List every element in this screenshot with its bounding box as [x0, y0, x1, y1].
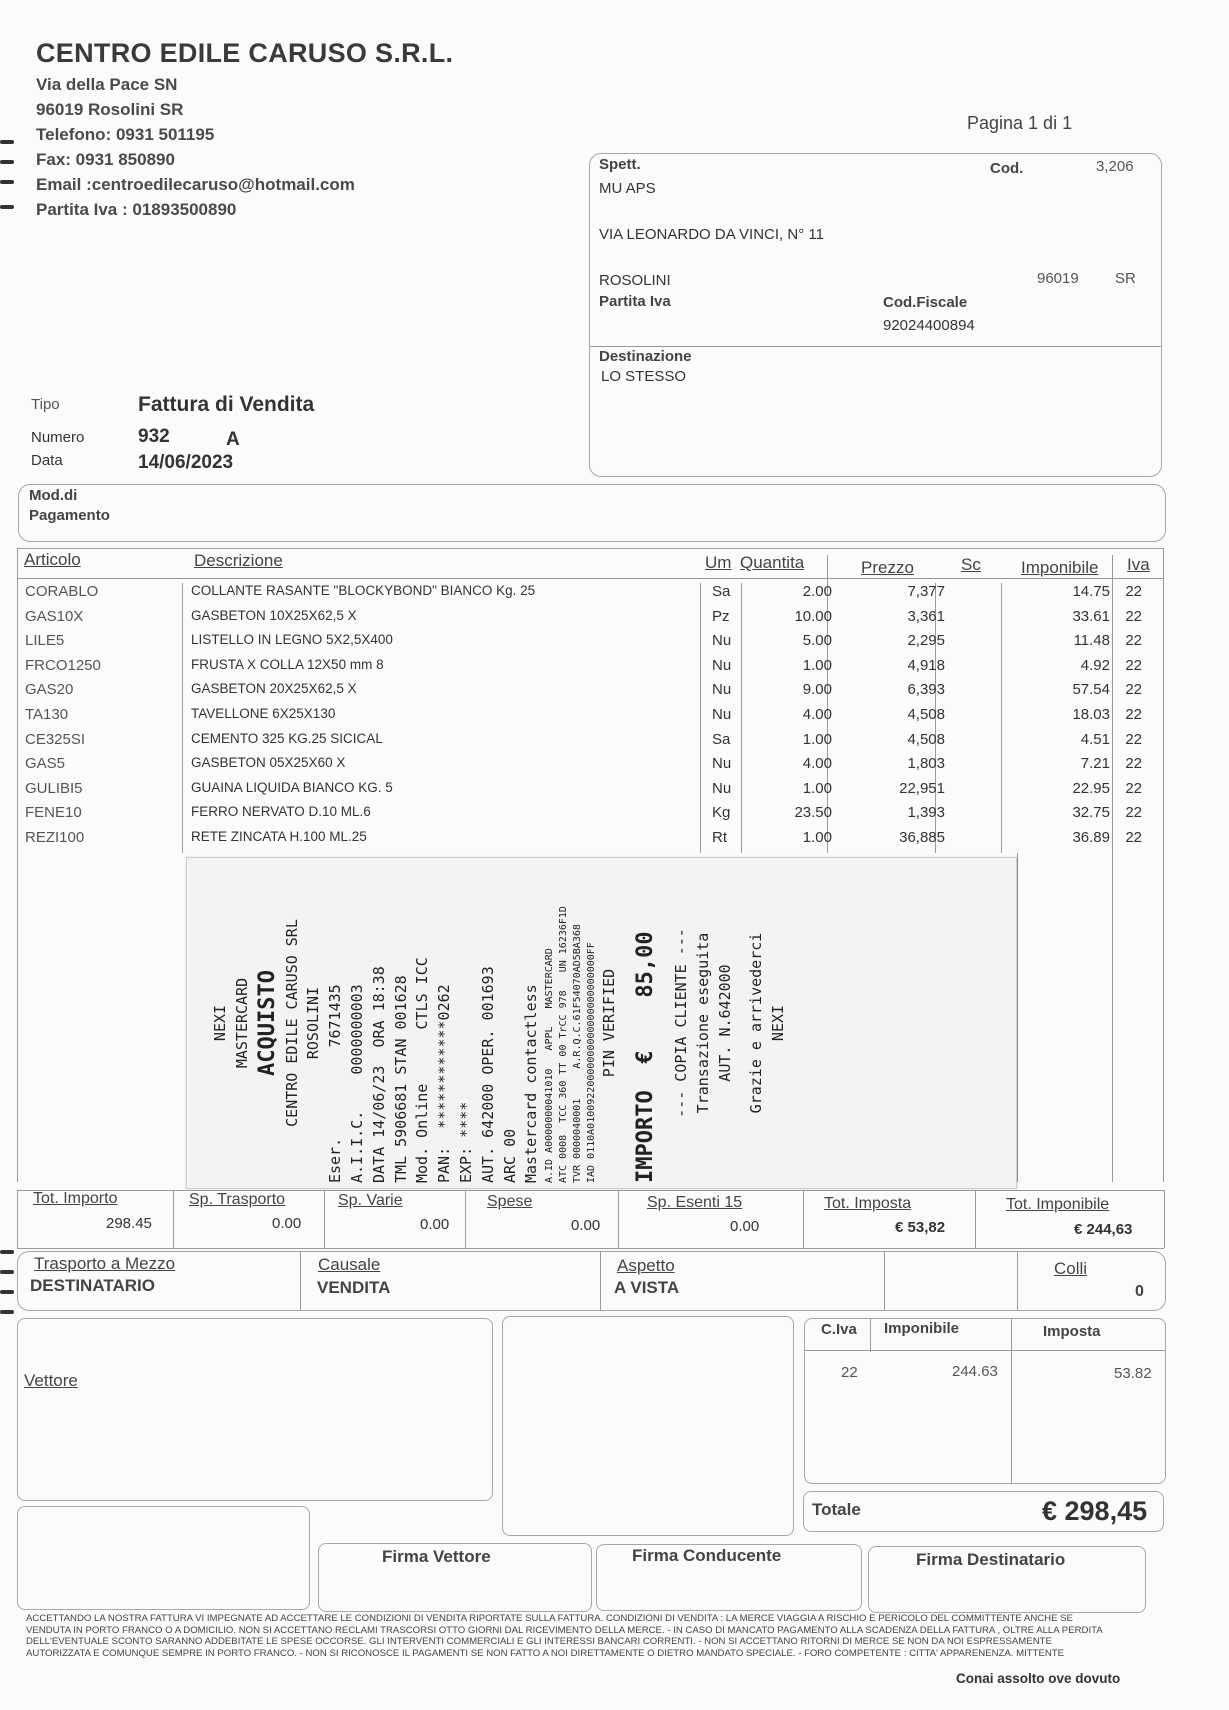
cell-um: Nu: [712, 755, 732, 773]
receipt-line-aiic: A.I.I.C. 0000000003: [347, 984, 366, 1183]
cell-imponibile: 7.21: [1080, 755, 1110, 773]
receipt-line-transazione: Transazione eseguita: [693, 932, 712, 1114]
vat-imposta-value: 53.82: [1114, 1365, 1152, 1382]
cell-imponibile: 4.92: [1080, 656, 1110, 674]
sp-esenti-value: 0.00: [730, 1218, 760, 1235]
pos-receipt-text: [202, 863, 1002, 1183]
cell-quantita: 1.00: [802, 656, 832, 674]
cell-um: Sa: [712, 730, 731, 748]
header-articolo: Articolo: [24, 550, 81, 569]
cell-articolo: CE325SI: [25, 730, 86, 748]
cell-quantita: 10.00: [794, 607, 832, 625]
cell-quantita: 5.00: [802, 632, 832, 650]
vat-imposta-label: Imposta: [1043, 1323, 1101, 1340]
firma-conducente-label: Firma Conducente: [632, 1546, 782, 1565]
receipt-line-tml: TML 5906681 STAN 001628: [391, 975, 410, 1183]
vat-imponibile-label: Imponibile: [884, 1320, 959, 1337]
table-row: [22, 678, 1162, 703]
cell-quantita: 1.00: [802, 829, 832, 846]
cell-quantita: 1.00: [802, 730, 832, 748]
cell-articolo: CORABLO: [25, 583, 99, 600]
cell-um: Nu: [712, 706, 732, 723]
cell-imponibile: 14.75: [1072, 583, 1110, 600]
cell-iva: 22: [1125, 607, 1142, 625]
company-phone: Telefono: 0931 501195: [36, 125, 215, 144]
customer-cf-label: Cod.Fiscale: [883, 294, 968, 311]
cell-descrizione: LISTELLO IN LEGNO 5X2,5X400: [191, 632, 393, 648]
page-number: Pagina 1 di 1: [967, 113, 1073, 133]
cell-iva: 22: [1125, 779, 1142, 797]
customer-zip: 96019: [1037, 270, 1079, 287]
receipt-line-pin: PIN VERIFIED: [599, 968, 618, 1078]
cell-descrizione: GASBETON 20X25X62,5 X: [191, 681, 357, 697]
aspetto-value: A VISTA: [614, 1278, 680, 1297]
cell-articolo: GULIBI5: [25, 779, 83, 797]
cell-articolo: GAS20: [25, 681, 74, 699]
cell-imponibile: 11.48: [1073, 632, 1110, 650]
cell-quantita: 4.00: [802, 755, 832, 773]
table-row: [22, 703, 1162, 728]
sp-varie-label: Sp. Varie: [338, 1192, 403, 1209]
cell-um: Kg: [712, 804, 731, 822]
document-number: 932: [138, 426, 170, 447]
cell-descrizione: FRUSTA X COLLA 12X50 mm 8: [191, 656, 384, 672]
table-row: [22, 654, 1162, 679]
customer-vat-label: Partita Iva: [599, 293, 671, 310]
customer-cf-value: 92024400894: [883, 317, 975, 334]
receipt-line-pan: PAN: ************0262: [434, 984, 453, 1183]
table-row: [22, 605, 1162, 630]
cell-iva: 22: [1125, 583, 1142, 600]
table-row: [22, 752, 1162, 777]
cell-um: Nu: [712, 632, 732, 650]
tipo-label: Tipo: [31, 396, 60, 413]
receipt-line-aid: A.ID A0000000041010 APPL MASTERCARD: [543, 948, 555, 1183]
payment-label-2: Pagamento: [29, 507, 110, 524]
cell-um: Pz: [712, 607, 730, 625]
document-type: Fattura di Vendita: [138, 393, 315, 416]
receipt-line-importo: IMPORTO € 85,00: [632, 931, 658, 1183]
receipt-line-exp: EXP: ****: [456, 1101, 475, 1183]
cell-um: Nu: [712, 681, 732, 699]
tot-imponibile-label: Tot. Imponibile: [1006, 1196, 1110, 1213]
tot-imponibile-value: € 244,63: [1074, 1221, 1133, 1238]
receipt-line-iad: IAD 0110A01009220000000000000000000000FF: [585, 942, 597, 1183]
cell-prezzo: 22,951: [899, 779, 945, 797]
aspetto-label: Aspetto: [617, 1256, 675, 1275]
vat-civa-label: C.Iva: [821, 1321, 857, 1338]
conai-note: Conai assolto ove dovuto: [956, 1671, 1121, 1686]
document-number-suffix: A: [226, 429, 240, 450]
receipt-line-contactless: Mastercard contactless: [521, 984, 540, 1183]
cell-prezzo: 36,885: [899, 829, 945, 846]
header-iva: Iva: [1127, 555, 1150, 574]
cod-label: Cod.: [990, 160, 1024, 177]
sp-esenti-label: Sp. Esenti 15: [647, 1194, 743, 1211]
company-name: CENTRO EDILE CARUSO S.R.L.: [36, 38, 454, 68]
empty-box: [17, 1506, 310, 1610]
vettore-box: [17, 1318, 493, 1501]
cell-quantita: 23.50: [794, 804, 832, 822]
table-row: [22, 777, 1162, 802]
cell-articolo: FENE10: [25, 804, 82, 822]
cell-descrizione: GUAINA LIQUIDA BIANCO KG. 5: [191, 779, 393, 795]
cell-descrizione: CEMENTO 325 KG.25 SICICAL: [191, 730, 383, 746]
causale-value: VENDITA: [317, 1278, 391, 1297]
document-date: 14/06/2023: [138, 452, 234, 473]
firma-vettore-label: Firma Vettore: [382, 1547, 491, 1566]
cell-imponibile: 18.03: [1072, 706, 1110, 723]
totale-label: Totale: [812, 1500, 861, 1519]
company-fax: Fax: 0931 850890: [36, 150, 175, 169]
table-row: [22, 580, 1162, 605]
payment-label-1: Mod.di: [29, 487, 78, 504]
trasporto-label: Trasporto a Mezzo: [34, 1254, 176, 1273]
cell-articolo: LILE5: [25, 632, 65, 650]
cell-prezzo: 2,295: [907, 632, 945, 650]
company-vat: Partita Iva : 01893500890: [36, 200, 237, 219]
cell-imponibile: 33.61: [1072, 607, 1110, 625]
cell-prezzo: 3,361: [907, 607, 945, 625]
spese-label: Spese: [487, 1193, 533, 1210]
destination-label: Destinazione: [599, 348, 692, 365]
cell-articolo: TA130: [25, 706, 69, 723]
cell-descrizione: GASBETON 10X25X62,5 X: [191, 607, 357, 623]
cell-iva: 22: [1125, 706, 1142, 723]
cell-iva: 22: [1125, 730, 1142, 748]
header-descrizione: Descrizione: [194, 551, 283, 570]
colli-label: Colli: [1054, 1259, 1088, 1278]
cell-quantita: 9.00: [802, 681, 832, 699]
cell-articolo: FRCO1250: [25, 656, 101, 674]
cell-iva: 22: [1125, 632, 1142, 650]
destination-value: LO STESSO: [601, 368, 687, 385]
receipt-line-date: DATA 14/06/23 ORA 18:38: [369, 966, 388, 1183]
cell-descrizione: FERRO NERVATO D.10 ML.6: [191, 804, 371, 820]
cell-descrizione: GASBETON 05X25X60 X: [191, 755, 346, 771]
spett-label: Spett.: [599, 156, 641, 173]
pos-receipt: [186, 857, 1017, 1189]
header-um: Um: [705, 553, 732, 572]
table-row: [22, 801, 1162, 826]
receipt-line-autn: AUT. N.642000: [715, 964, 734, 1082]
cell-imponibile: 22.95: [1072, 779, 1110, 797]
cell-prezzo: 7,377: [907, 583, 945, 600]
receipt-line-merchant: CENTRO EDILE CARUSO SRL: [282, 919, 301, 1127]
header-prezzo: Prezzo: [861, 558, 914, 577]
causale-label: Causale: [318, 1255, 381, 1274]
colli-value: 0: [1135, 1283, 1144, 1300]
cell-prezzo: 4,508: [907, 730, 945, 748]
cell-descrizione: TAVELLONE 6X25X130: [191, 706, 336, 721]
tot-imposta-value: € 53,82: [895, 1219, 946, 1236]
cell-prezzo: 4,508: [907, 706, 945, 723]
cell-articolo: GAS10X: [25, 607, 84, 625]
tot-imposta-label: Tot. Imposta: [824, 1195, 912, 1212]
trasporto-value: DESTINATARIO: [30, 1276, 155, 1295]
cell-iva: 22: [1125, 681, 1142, 699]
cod-value: 3,206: [1096, 158, 1134, 175]
header-sc: Sc: [961, 555, 981, 574]
customer-street: VIA LEONARDO DA VINCI, N° 11: [599, 226, 824, 243]
cell-imponibile: 4.51: [1080, 730, 1110, 748]
company-city: 96019 Rosolini SR: [36, 100, 184, 119]
receipt-line-grazie: Grazie e arrivederci: [746, 932, 765, 1114]
receipt-line-arc: ARC 00: [500, 1128, 519, 1183]
customer-prov: SR: [1115, 270, 1136, 287]
cell-iva: 22: [1125, 829, 1142, 846]
cell-quantita: 2.00: [802, 583, 832, 600]
receipt-line-tvr: TVR 0000040001 A.R.Q.C.61F54070AD5BA368: [571, 924, 583, 1183]
cell-prezzo: 6,393: [907, 681, 945, 699]
table-row: [22, 629, 1162, 654]
receipt-line-city: ROSOLINI: [303, 986, 322, 1060]
customer-box: [589, 153, 1162, 477]
cell-um: Rt: [712, 829, 727, 846]
cell-articolo: REZI100: [25, 829, 85, 846]
cell-prezzo: 1,803: [907, 755, 945, 773]
receipt-line-eser: Eser. 7671435: [325, 984, 344, 1183]
receipt-line-atc: ATC 0008 TCC 360 TT 00 TrCC 978 UN 16236F1D: [557, 906, 569, 1183]
totale-value: € 298,45: [1042, 1496, 1148, 1526]
receipt-line-aut: AUT. 642000 OPER. 001693: [478, 966, 497, 1183]
cell-um: Nu: [712, 656, 732, 674]
vat-civa-value: 22: [841, 1364, 858, 1381]
company-email: Email :centroedilecaruso@hotmail.com: [36, 175, 355, 194]
data-label: Data: [31, 452, 63, 469]
company-address: Via della Pace SN: [36, 75, 178, 94]
spese-value: 0.00: [571, 1217, 601, 1234]
cell-um: Nu: [712, 779, 732, 797]
tot-importo-value: 298.45: [106, 1215, 152, 1232]
customer-city: ROSOLINI: [599, 272, 671, 289]
cell-quantita: 1.00: [802, 779, 832, 797]
table-row: [22, 728, 1162, 753]
cell-prezzo: 4,918: [907, 656, 945, 674]
sale-conditions: ACCETTANDO LA NOSTRA FATTURA VI IMPEGNATE AD ACCETTARE LE CONDIZIONI DI VENDITA RIPORTATE SULLA FATTURA. CONDIZIONI DI VENDITA : LA MERCE VIAGGIA A RISCHIO E PERICOLO DEL COMMITTENTE ANCHE SE VENDUTA IN PORTO FRANCO O A DOMICILIO. NON SI ACCETTANO RECLAMI TRASCORSI OTTO GIORNI DAL RICEVIMENTO DELLA MERCE. - IN CASO DI MANCATO PAGAMENTO ALLA SCADENZA DELLA FATTURA , OLTRE ALLA PERDITA DELL'EVENTUALE SCONTO SARANNO ADDEBITATE LE SPESE OCCORSE. GLI INTERVENTI COMMERCIALI E GLI INTERESSI BANCARI CORRENTI. - NON SI ACCETTANO RITORNI DI MERCE SE NON DA NOI ESPRESSAMENTE AUTORIZZATA E COMUNQUE SEMPRE IN PORTO FRANCO. - NON SI RICONOSCE IL PAGAMENTI SE NON FATTO A NOI DIRETTAMENTE O DIETRO MANDATO SPECIALE. - FORO COMPETENTE : CITTA' APPARENENZA. MITTENTE: [26, 1613, 1103, 1659]
customer-divider: [590, 346, 1161, 347]
cell-um: Sa: [712, 583, 731, 600]
sp-trasporto-value: 0.00: [272, 1215, 302, 1232]
payment-box: [18, 484, 1166, 542]
numero-label: Numero: [31, 429, 85, 446]
receipt-line-acquisto: ACQUISTO: [254, 970, 280, 1076]
cell-imponibile: 32.75: [1072, 804, 1110, 822]
tot-importo-label: Tot. Importo: [33, 1190, 118, 1207]
receipt-line-nexi-end: NEXI: [768, 1004, 787, 1042]
sp-varie-value: 0.00: [420, 1216, 450, 1233]
cell-iva: 22: [1125, 656, 1142, 674]
table-row: [22, 826, 1162, 851]
vat-imponibile-value: 244.63: [952, 1363, 998, 1380]
receipt-line-copia: --- COPIA CLIENTE ---: [671, 928, 690, 1118]
firma-destinatario-label: Firma Destinatario: [916, 1550, 1066, 1569]
notes-box: [502, 1316, 794, 1536]
cell-imponibile: 57.54: [1072, 681, 1110, 699]
cell-iva: 22: [1125, 755, 1142, 773]
cell-articolo: GAS5: [25, 755, 66, 773]
receipt-line-card: MASTERCARD: [232, 977, 251, 1069]
header-quantita: Quantita: [740, 553, 805, 572]
customer-name: MU APS: [599, 180, 656, 197]
receipt-line-mod: Mod. Online CTLS ICC: [412, 957, 431, 1183]
vettore-label: Vettore: [24, 1371, 78, 1390]
sp-trasporto-label: Sp. Trasporto: [189, 1191, 286, 1208]
cell-imponibile: 36.89: [1072, 829, 1110, 846]
cell-descrizione: RETE ZINCATA H.100 ML.25: [191, 829, 367, 844]
cell-prezzo: 1,393: [907, 804, 945, 822]
cell-iva: 22: [1125, 804, 1142, 822]
header-imponibile: Imponibile: [1021, 558, 1099, 577]
receipt-line-nexi: NEXI: [210, 1004, 229, 1042]
cell-quantita: 4.00: [802, 706, 832, 723]
cell-descrizione: COLLANTE RASANTE "BLOCKYBOND" BIANCO Kg. 25: [191, 583, 536, 598]
